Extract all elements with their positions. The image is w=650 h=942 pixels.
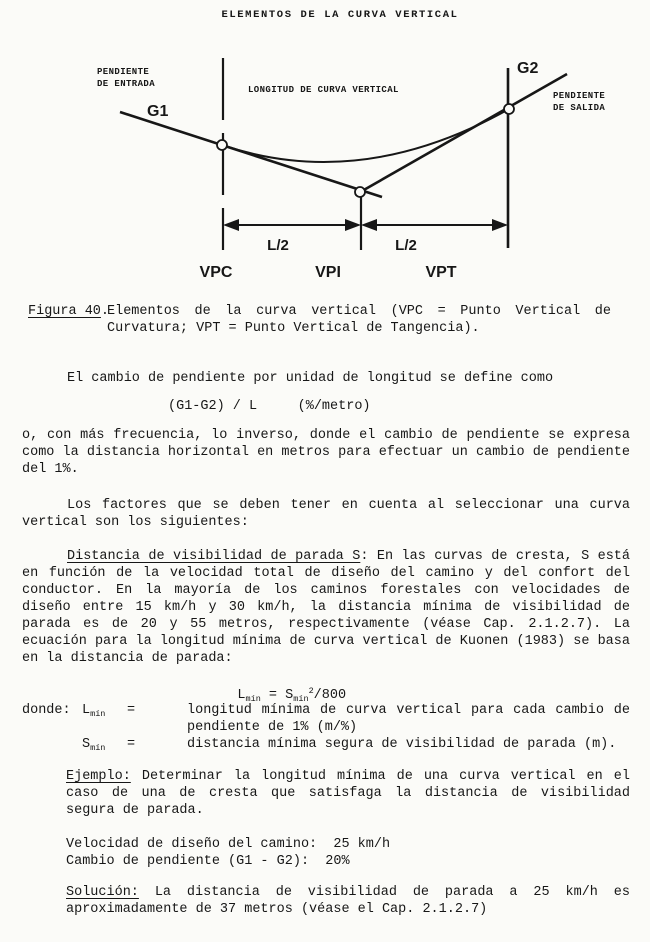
label-vpc: VPC	[199, 264, 233, 281]
paragraph-distancia-visibilidad	[22, 548, 630, 667]
vpc-point	[217, 140, 227, 150]
where-lmin-term	[82, 702, 127, 719]
paragraph-inverso: o, con más frecuencia, lo inverso, donde el cambio de pendiente se expresa como la distancia horizontal en metros para efectuar un cambio de pendiente del 1%.	[22, 428, 630, 477]
paragraph-cambio-pendiente: El cambio de pendiente por unidad de longitud se define como	[67, 371, 554, 386]
label-l2-right: L/2	[395, 237, 417, 254]
paragraph-factores: Los factores que se deben tener en cuenta al seleccionar una curva vertical son los siguientes:	[22, 498, 630, 530]
solution-text: La distancia de visibilidad de parada a 25 km/h es aproximadamente de 37 metros (véase el Cap. 2.1.2.7)	[66, 885, 630, 917]
where-smin-base: S	[82, 737, 91, 752]
formula-lmin-L: L	[237, 688, 246, 703]
distancia-visibilidad-heading: Distancia de visibilidad de parada S	[67, 549, 361, 564]
example-heading: Ejemplo:	[66, 769, 131, 784]
label-g1: G1	[147, 103, 169, 120]
formula-lmin-S: S	[285, 688, 294, 703]
example-paragraph	[66, 768, 630, 819]
formula-lmin-S-sup: 2	[308, 686, 314, 696]
page-title: ELEMENTOS DE LA CURVA VERTICAL	[221, 9, 459, 21]
label-longitud-curva: LONGITUD DE CURVA VERTICAL	[248, 85, 399, 95]
distancia-visibilidad-text: : En las curvas de cresta, S está en función de la velocidad total de diseño del camino y del confort del conductor. En la mayoría de los caminos forestales con velocidades de diseño entre 15 km/h y 30 km/h, la distancia mínima de visibilidad de parada es de 20 y 55 metros, respectivamente (véase Cap. 2.1.2.7). La ecuación para la longitud mínima de curva vertical de Kuonen (1983) se basa en la distancia de parada:	[22, 549, 631, 666]
formula-lmin-eq: =	[260, 688, 286, 703]
label-pendiente-salida-line1: PENDIENTE	[553, 91, 606, 101]
where-row-lmin	[22, 702, 630, 736]
vpt-point	[504, 104, 514, 114]
vertical-curve-path	[222, 109, 509, 162]
example-text: Determinar la longitud mínima de una curva vertical en el caso de una de cresta que satisfaga la distancia de visibilidad segura de parada.	[66, 769, 630, 818]
given-design-speed: Velocidad de diseño del camino: 25 km/h	[66, 837, 391, 852]
arrowhead-right-inner	[361, 219, 377, 231]
arrowhead-left-inner	[345, 219, 361, 231]
where-lmin-base: L	[82, 703, 91, 718]
vertical-curve-diagram	[0, 45, 650, 293]
where-clause	[22, 702, 630, 753]
label-pendiente-entrada-line2: DE ENTRADA	[97, 79, 156, 89]
figure-number: Figura 40	[28, 304, 101, 319]
where-label: donde:	[22, 703, 71, 718]
where-lmin-sub: mín	[90, 709, 106, 719]
formula-cambio-pendiente: (G1-G2) / L (%/metro)	[168, 399, 371, 414]
where-row-smin	[22, 736, 630, 753]
figure-number-dot: .	[100, 304, 110, 319]
figure-caption: Elementos de la curva vertical (VPC = Punto Vertical de Curvatura; VPT = Punto Vertical de Tangencia).	[107, 304, 611, 336]
where-lmin-definition: longitud mínima de curva vertical para cada cambio de pendiente de 1% (m/%)	[187, 703, 630, 735]
where-smin-definition: distancia mínima segura de visibilidad de parada (m).	[187, 737, 617, 752]
arrowhead-right-outer	[492, 219, 508, 231]
where-smin-sub: mín	[90, 743, 106, 753]
vpi-point	[355, 187, 365, 197]
given-grade-change: Cambio de pendiente (G1 - G2): 20%	[66, 854, 350, 869]
arrowhead-left-outer	[223, 219, 239, 231]
figure-label	[28, 303, 109, 320]
label-pendiente-salida-line2: DE SALIDA	[553, 103, 606, 113]
label-l2-left: L/2	[267, 237, 289, 254]
solution-heading: Solución:	[66, 885, 139, 900]
formula-lmin-L-sub: mín	[245, 694, 261, 704]
label-vpt: VPT	[425, 264, 457, 281]
where-smin-term	[82, 736, 127, 753]
label-pendiente-entrada-line1: PENDIENTE	[97, 67, 150, 77]
label-vpi: VPI	[315, 264, 341, 281]
label-g2: G2	[517, 60, 539, 77]
where-lmin-eq: =	[127, 703, 136, 718]
g1-tangent-line	[120, 112, 382, 197]
formula-lmin-tail: /800	[313, 688, 347, 703]
solution-paragraph	[66, 884, 630, 918]
where-smin-eq: =	[127, 737, 136, 752]
formula-lmin-S-sub: mín	[293, 694, 309, 704]
